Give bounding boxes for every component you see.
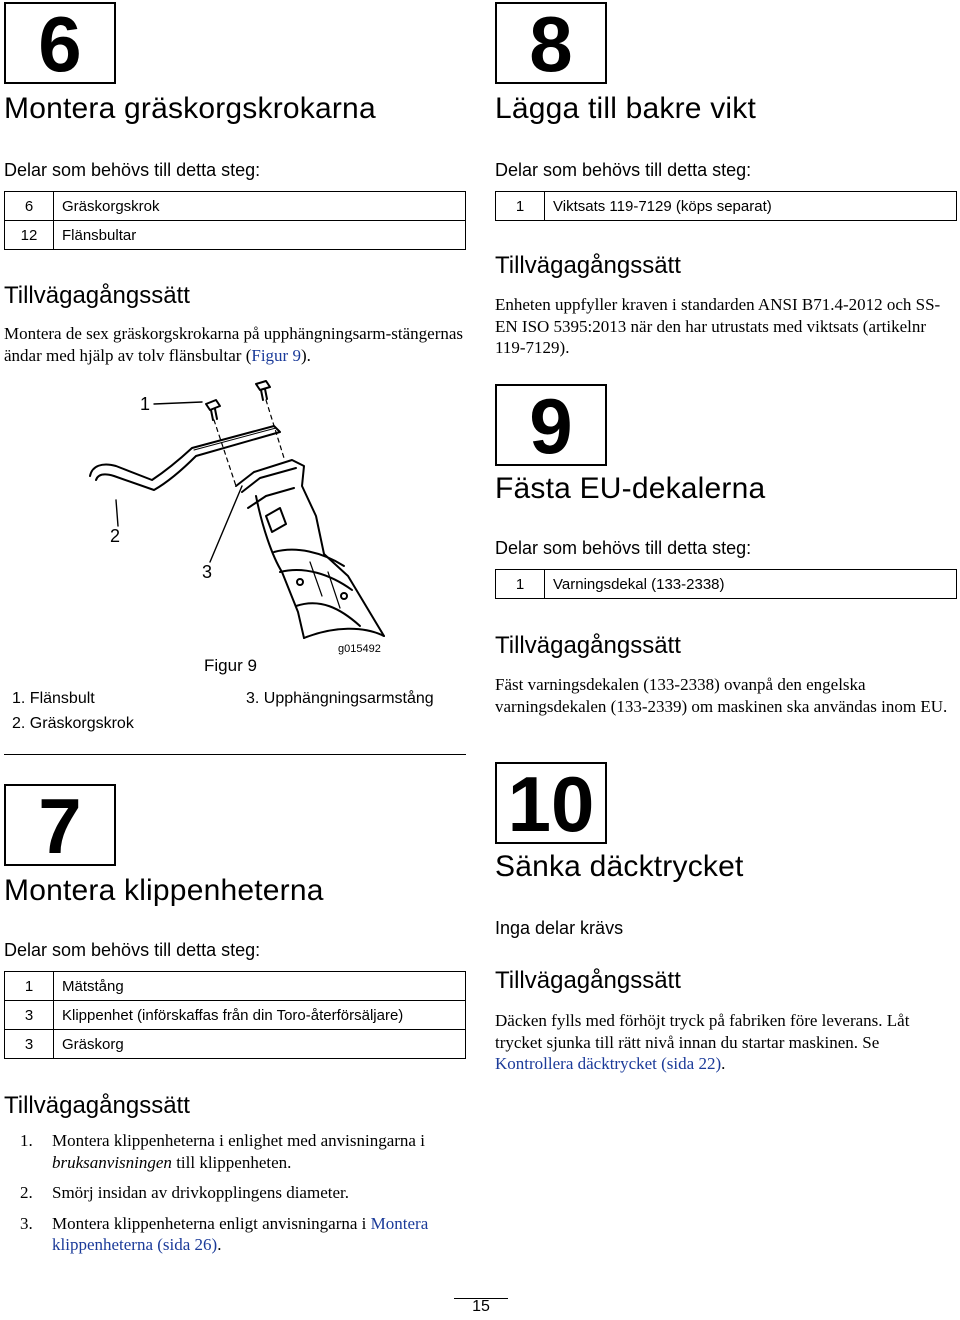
section-10-parts-heading: Inga delar krävs <box>495 918 624 938</box>
legend-item-2 <box>12 715 134 733</box>
section-7-parts-heading: Delar som behövs till detta steg: <box>4 940 261 960</box>
part-name: Klippenhet (införskaffas från din Toro-återförsäljare) <box>54 1001 466 1030</box>
part-qty: 6 <box>5 192 54 221</box>
part-name: Gräskorg <box>54 1030 466 1059</box>
section-6-parts-table <box>4 191 466 250</box>
step-text: Montera klippenheterna i enlighet med anvisningarna i <box>52 1131 425 1150</box>
step-number-9: 9 <box>495 384 607 466</box>
table-row <box>5 972 466 1001</box>
page-number: 15 <box>472 1298 490 1315</box>
step-text: Smörj insidan av drivkopplingens diameter. <box>52 1183 349 1202</box>
section-8-procedure-heading: Tillvägagångssätt <box>495 252 681 279</box>
list-item <box>4 1182 466 1204</box>
step-num: 2. <box>20 1183 33 1202</box>
part-qty: 1 <box>496 570 545 599</box>
section-6-parts-heading: Delar som behövs till detta steg: <box>4 160 261 180</box>
step-number-10: 10 <box>495 762 607 844</box>
part-name: Gräskorgskrok <box>54 192 466 221</box>
figure-9-link[interactable]: Figur 9 <box>251 345 301 365</box>
table-row <box>5 192 466 221</box>
part-name: Viktsats 119-7129 (köps separat) <box>545 192 957 221</box>
table-row <box>5 221 466 250</box>
step-text: Montera klippenheterna enligt anvisningarna i <box>52 1213 371 1233</box>
section-6-procedure-heading: Tillvägagångssätt <box>4 282 190 309</box>
section-9-parts-heading: Delar som behövs till detta steg: <box>495 538 752 558</box>
table-row <box>496 192 957 221</box>
section-10-procedure-text <box>495 1010 957 1075</box>
legend-num: 1. <box>12 690 26 707</box>
part-qty: 3 <box>5 1030 54 1059</box>
procedure-text: Däcken fylls med förhöjt tryck på fabriken före leverans. Låt trycket sjunka till rätt nivå innan du startar maskinen. Se <box>495 1011 910 1052</box>
section-9-procedure-text: Fäst varningsdekalen (133-2338) ovanpå den engelska varningsdekalen (133-2339) om maskinen ska användas inom EU. <box>495 675 948 716</box>
section-6-title: Montera gräskorgskrokarna <box>4 92 376 125</box>
list-item <box>4 1213 466 1256</box>
list-item <box>4 1130 466 1173</box>
step-num: 3. <box>20 1213 33 1233</box>
section-7-procedure-heading: Tillvägagångssätt <box>4 1092 190 1119</box>
section-8-parts-heading: Delar som behövs till detta steg: <box>495 160 752 180</box>
step-num: 1. <box>20 1131 33 1150</box>
section-7-steps <box>4 1130 466 1265</box>
section-8-title: Lägga till bakre vikt <box>495 92 757 125</box>
cross-reference-link[interactable]: Kontrollera däcktrycket (sida 22) <box>495 1054 722 1073</box>
part-qty: 12 <box>5 221 54 250</box>
callout-2: 2 <box>110 526 121 546</box>
table-row <box>496 570 957 599</box>
legend-item-1 <box>12 690 95 708</box>
part-name: Flänsbultar <box>54 221 466 250</box>
step-text-end: till klippenheten. <box>171 1152 292 1172</box>
legend-num: 3. <box>246 690 260 707</box>
step-number-6: 6 <box>4 2 116 84</box>
section-10-title: Sänka däcktrycket <box>495 850 744 883</box>
section-10-procedure-heading: Tillvägagångssätt <box>495 967 681 994</box>
part-qty: 3 <box>5 1001 54 1030</box>
table-row <box>5 1030 466 1059</box>
legend-label: Upphängningsarmstång <box>263 690 434 707</box>
section-7-title: Montera klippenheterna <box>4 874 324 907</box>
legend-label: Flänsbult <box>29 690 95 707</box>
section-6-procedure-text <box>4 323 466 366</box>
table-row <box>5 1001 466 1030</box>
figure-caption: Figur 9 <box>204 656 257 675</box>
section-9-procedure-heading: Tillvägagångssätt <box>495 632 681 659</box>
callout-1: 1 <box>140 394 151 414</box>
step-number-8: 8 <box>495 2 607 84</box>
part-name: Mätstång <box>54 972 466 1001</box>
part-name: Varningsdekal (133-2338) <box>545 570 957 599</box>
step-text-end: . <box>217 1235 222 1254</box>
section-8-procedure-text: Enheten uppfyller kraven i standarden ANSI B71.4-2012 och SS-EN ISO 5395:2013 när den har utrustats med viktsats (artikelnr 119-7129). <box>495 295 941 357</box>
section-9-title: Fästa EU-dekalerna <box>495 472 766 505</box>
cross-reference-link[interactable]: Montera klippenheterna (sida 26) <box>52 1213 429 1254</box>
callout-3: 3 <box>202 562 213 582</box>
legend-num: 2. <box>12 715 26 732</box>
procedure-text-end: ). <box>300 345 311 365</box>
step-number-7: 7 <box>4 784 116 866</box>
procedure-text-end: . <box>721 1054 726 1073</box>
section-7-parts-table <box>4 971 466 1059</box>
part-qty: 1 <box>5 972 54 1001</box>
part-qty: 1 <box>496 192 545 221</box>
figure-divider <box>4 754 466 755</box>
legend-item-3 <box>246 690 434 708</box>
step-italic: bruksanvisningen <box>52 1152 172 1172</box>
grass-basket-hook-illustration <box>4 376 466 656</box>
procedure-text: Montera de sex gräskorgskrokarna på upphängningsarm-stängernas ändar med hjälp av tolv flänsbultar ( <box>4 324 464 365</box>
figure-9 <box>4 376 466 656</box>
section-9-parts-table <box>495 569 957 599</box>
figure-code: g015492 <box>338 643 381 655</box>
section-8-parts-table <box>495 191 957 221</box>
legend-label: Gräskorgskrok <box>29 715 134 732</box>
